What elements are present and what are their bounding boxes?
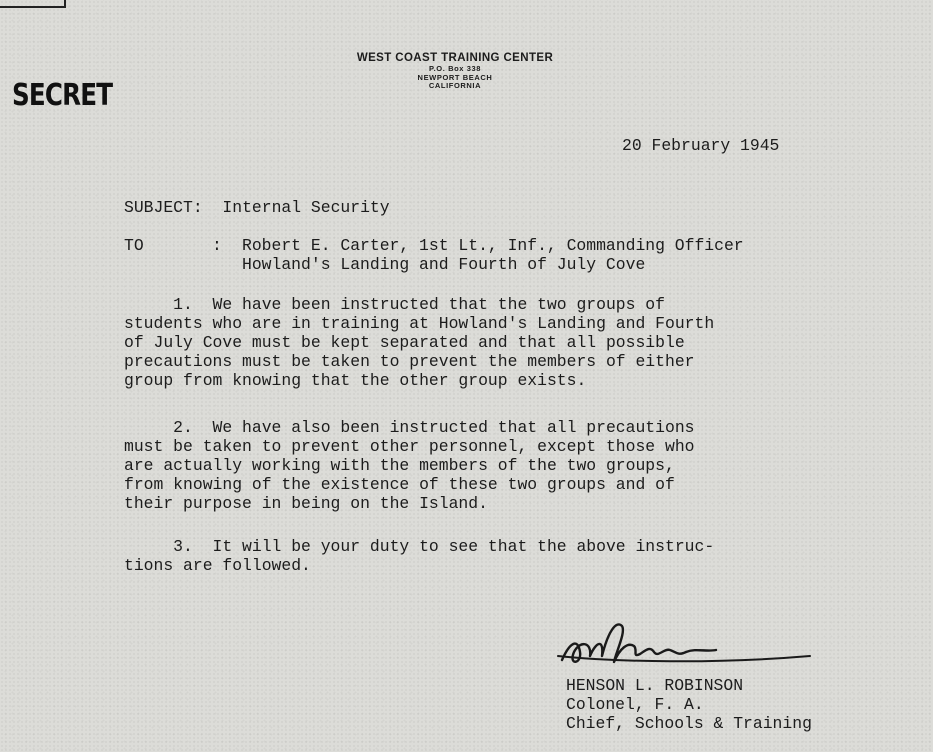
paragraph-2: [124, 418, 695, 513]
to-label: TO: [124, 236, 144, 255]
paragraph-line: precautions must be taken to prevent the members of either: [124, 352, 695, 371]
signer-name: HENSON L. ROBINSON: [566, 676, 744, 695]
handwritten-signature: [556, 612, 816, 676]
letterhead-line: NEWPORT BEACH: [417, 72, 493, 82]
paragraph-line: are actually working with the members of the two groups,: [124, 456, 675, 475]
letterhead-org: WEST COAST TRAINING CENTER: [356, 52, 554, 64]
signer-title: Chief, Schools & Training: [566, 714, 812, 733]
paragraph-line: group from knowing that the other group exists.: [124, 371, 587, 390]
to-addressee: [242, 236, 744, 274]
to-line: Robert E. Carter, 1st Lt., Inf., Commanding Officer: [242, 236, 744, 255]
paragraph-line: from knowing of the existence of these two groups and of: [124, 475, 675, 494]
subject-label: SUBJECT:: [124, 198, 203, 217]
paragraph-line: 2. We have also been instructed that all precautions: [124, 418, 695, 437]
memo-date: 20 February 1945: [622, 136, 780, 155]
paragraph-line: 3. It will be your duty to see that the above instruc-: [124, 537, 715, 556]
subject-text: Internal Security: [222, 198, 390, 217]
paragraph-line: their purpose in being on the Island.: [124, 494, 488, 513]
letterhead-line: P.O. Box 338: [428, 64, 482, 74]
subject-line: [124, 198, 390, 217]
secret-stamp: SECRET: [12, 78, 113, 113]
letterhead: [250, 52, 660, 91]
signer-rank: Colonel, F. A.: [566, 695, 704, 714]
paragraph-line: tions are followed.: [124, 556, 311, 575]
corner-mark: [0, 0, 66, 8]
paragraph-line: must be taken to prevent other personnel, except those who: [124, 437, 695, 456]
paragraph-1: [124, 295, 714, 390]
paragraph-3: [124, 537, 714, 575]
paragraph-line: of July Cove must be kept separated and that all possible: [124, 333, 685, 352]
paragraph-line: students who are in training at Howland's Landing and Fourth: [124, 314, 715, 333]
paragraph-line: 1. We have been instructed that the two groups of: [124, 295, 665, 314]
to-colon: :: [212, 236, 222, 255]
letterhead-line: CALIFORNIA: [428, 81, 482, 91]
signature-block: [566, 676, 812, 733]
to-line: Howland's Landing and Fourth of July Cove: [242, 255, 646, 274]
